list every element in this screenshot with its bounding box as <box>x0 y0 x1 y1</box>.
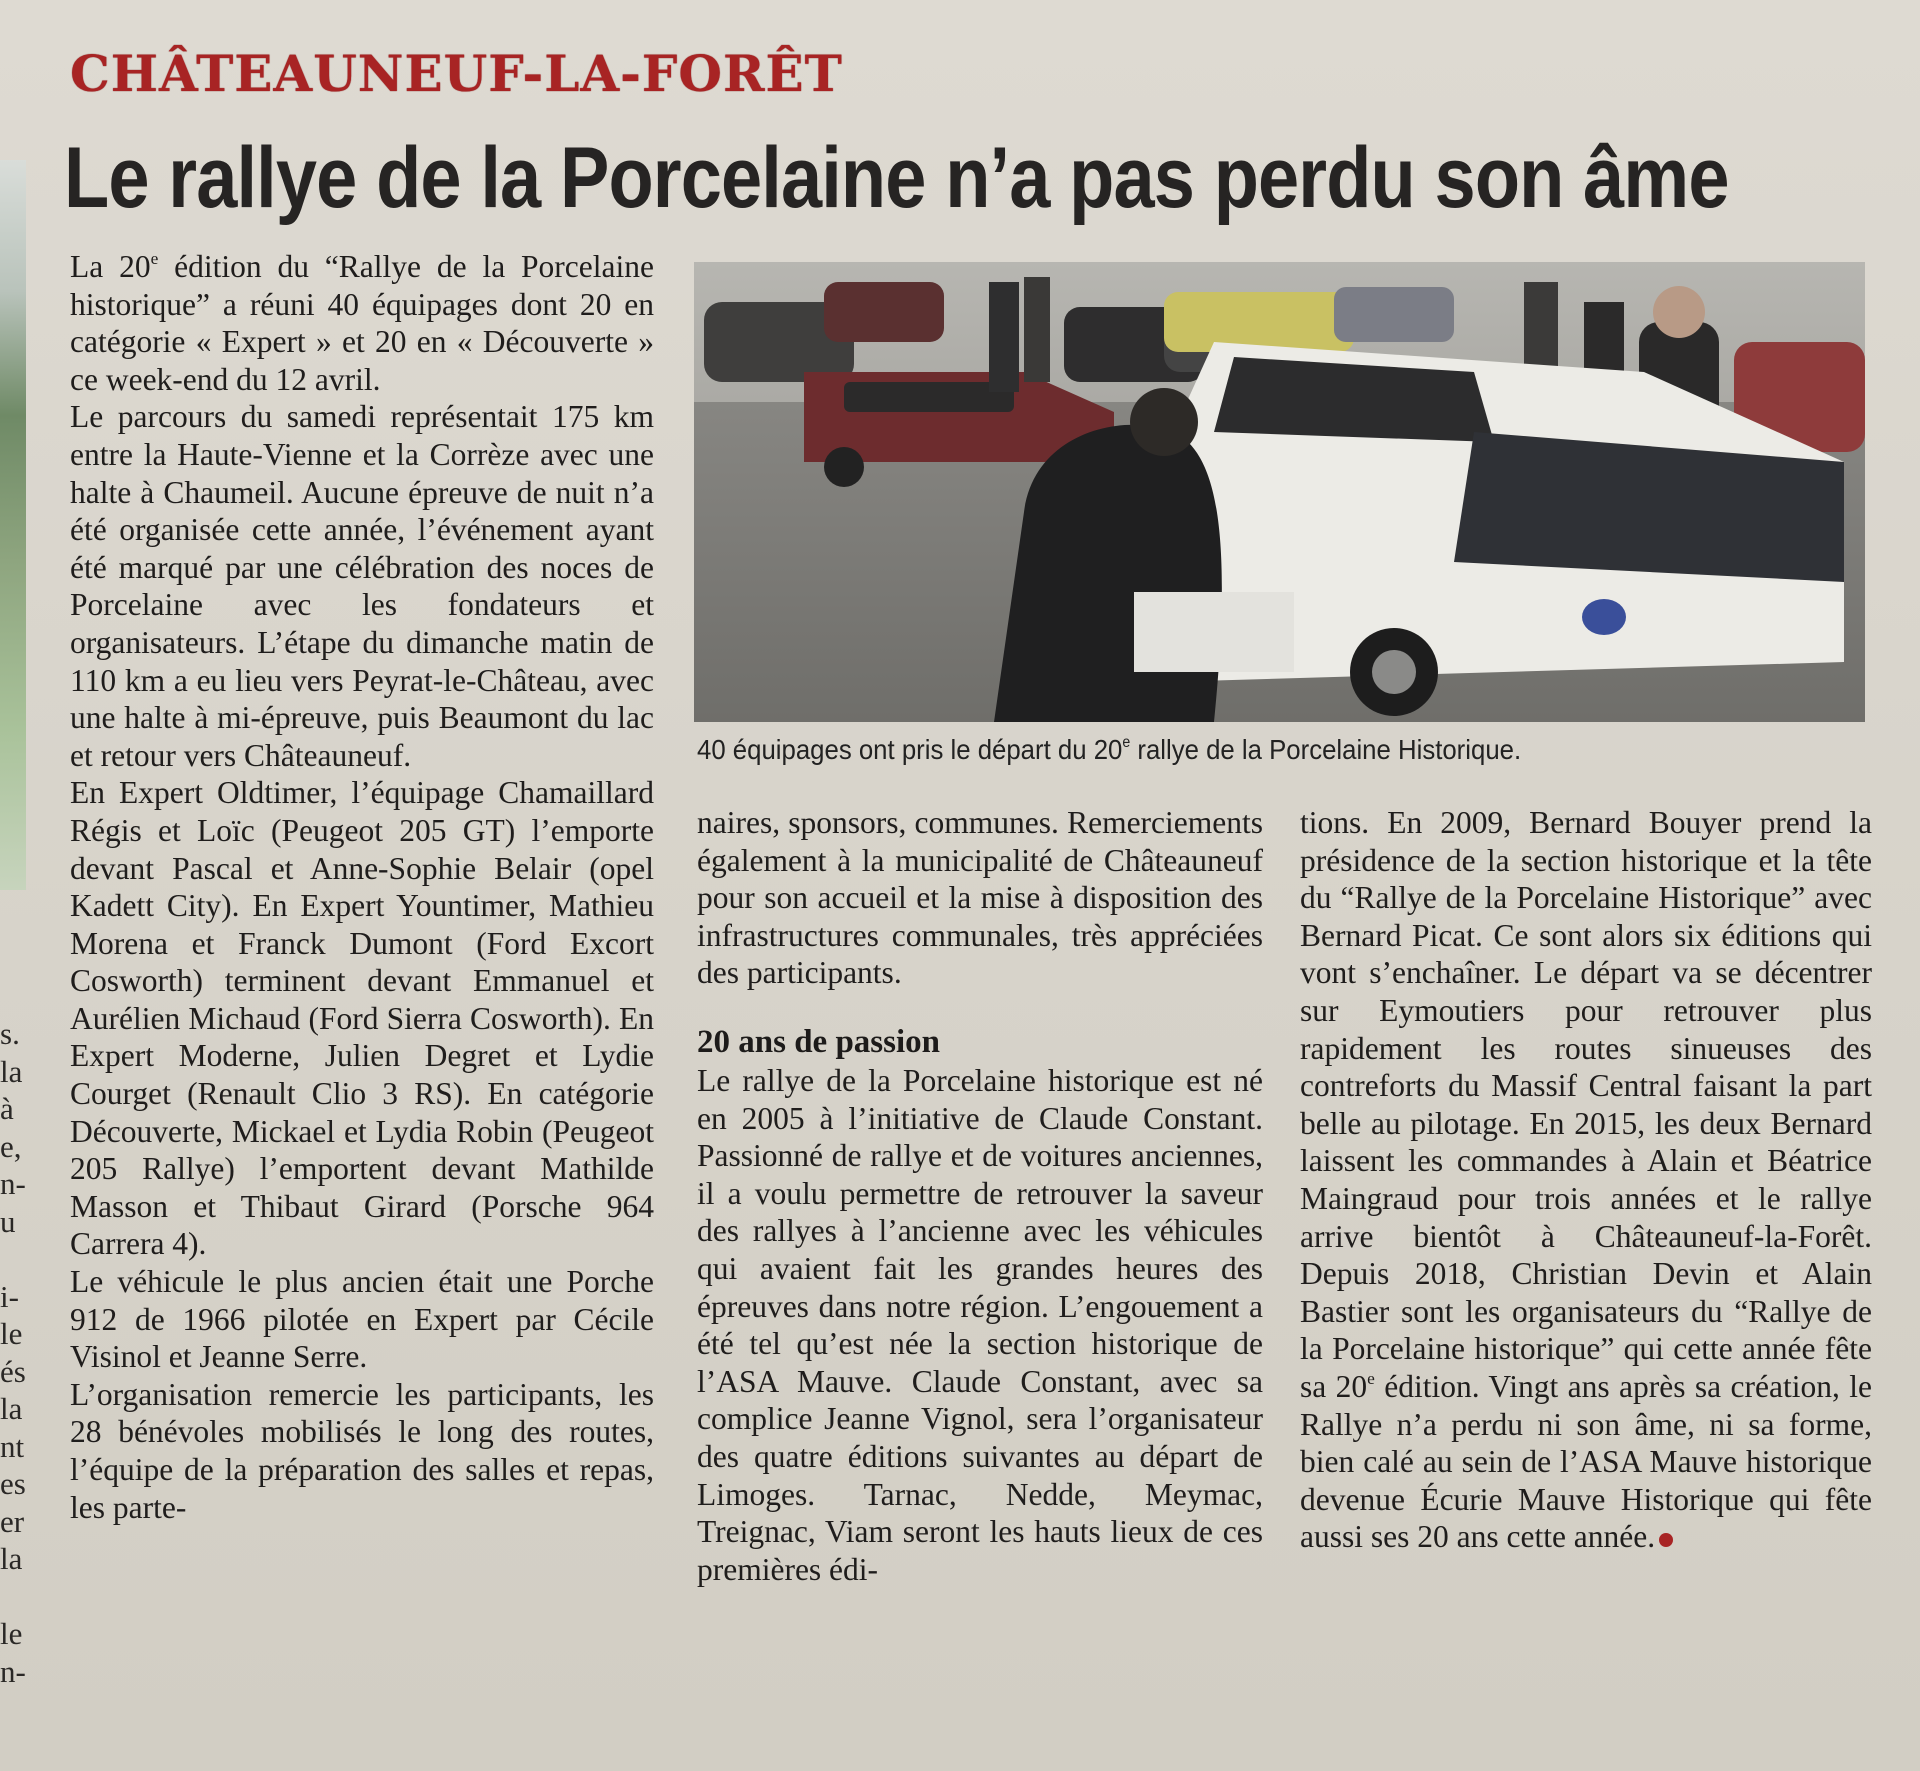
end-of-article-mark <box>1659 1533 1673 1547</box>
neighbor-text-fragment: le <box>0 1616 23 1651</box>
neighbor-text-fragment: nt <box>0 1428 25 1464</box>
rally-cars-photo-illustration <box>694 262 1865 722</box>
neighbor-article-photo-edge <box>0 160 26 890</box>
neighbor-text-fragment: s. <box>0 1016 20 1051</box>
article-headline: Le rallye de la Porcelaine n’a pas perdu son âme <box>64 130 1729 226</box>
photo-caption: 40 équipages ont pris le départ du 20e rallye de la Porcelaine Historique. <box>697 734 1522 765</box>
neighbor-text-fragment: i- <box>0 1278 19 1314</box>
neighbor-text-fragment: le <box>0 1316 23 1351</box>
neighbor-text-fragment: n- <box>0 1166 26 1201</box>
body-paragraph: tions. En 2009, Bernard Bouyer prend la présidence de la section historique et la tête du “Rallye de la Porcelaine Historique” avec Bernard Picat. Ce sont alors six éditions qui vont s’enchaîner. Le départ va se décentrer sur Eymoutiers pour retrouver plus rapidement les routes sinueuses des contreforts du Massif Central faisant la part belle au pilotage. En 2015, les deux Bernard laissent les commandes à Alain et Béatrice Maingraud pour trois années et le rallye arrive bientôt à Châteauneuf-la-Forêt. Depuis 2018, Christian Devin et Alain Bastier sont les organisateurs du “Rallye de la Porcelaine historique” qui cette année fête sa 20e édition. Vingt ans après sa création, le Rallye n’a perdu ni son âme, ni sa forme, bien calé au sein de l’ASA Mauve historique devenue Écurie Mauve Historique qui fête aussi ses 20 ans cette année. <box>1300 805 1872 1555</box>
neighbor-text-fragment: à <box>0 1091 14 1126</box>
neighbor-text-fragment: la <box>0 1391 23 1426</box>
rally-cars-photo <box>694 262 1865 722</box>
neighbor-article-text-edge <box>0 1015 32 1690</box>
neighbor-text-fragment: u <box>0 1203 16 1239</box>
section-subheading: 20 ans de passion <box>697 1023 941 1060</box>
intro-paragraph: La 20e édition du “Rallye de la Porcelaine historique” a réuni 40 équipages dont 20 en catégorie « Expert » et 20 en « Découverte » ce week-end du 12 avril. <box>70 248 654 397</box>
body-paragraph: L’organisation remercie les participants, les 28 bénévoles mobilisés le long des routes, l’équipe de la préparation des salles et repas, les parte- <box>70 1376 654 1525</box>
neighbor-text-fragment: és <box>0 1353 26 1389</box>
article-column-3 <box>1300 804 1872 1556</box>
neighbor-text-fragment <box>0 1240 32 1278</box>
body-paragraph: Le parcours du samedi représentait 175 km entre la Haute-Vienne et la Corrèze avec une halte à Chaumeil. Aucune épreuve de nuit n’a été organisée cette année, l’événement ayant été marqué par une célébration des noces de Porcelaine avec les fondateurs et organisateurs. L’étape du dimanche matin de 110 km a eu lieu vers Peyrat-le-Château, avec une halte à mi-épreuve, puis Beaumont du lac et retour vers Châteauneuf. <box>70 399 654 773</box>
neighbor-text-fragment: la <box>0 1541 23 1576</box>
article-kicker: CHÂTEAUNEUF-LA-FORÊT <box>70 44 843 103</box>
neighbor-text-fragment: e, <box>0 1128 22 1164</box>
article-column-2 <box>697 804 1263 1588</box>
neighbor-text-fragment <box>0 1578 32 1616</box>
neighbor-text-fragment: es <box>0 1466 26 1501</box>
body-paragraph: Le rallye de la Porcelaine historique est né en 2005 à l’initiative de Claude Constant. Passionné de rallye et de voitures anciennes, il a voulu permettre de retrouver la saveur des rallyes à l’ancienne avec les véhicules qui avaient fait les grandes heures des épreuves dans notre région. L’engouement a été tel qu’est née la section historique de l’ASA Mauve. Claude Constant, avec sa complice Jeanne Vignol, sera l’organisateur des quatre éditions suivantes au départ de Limoges. Tarnac, Nedde, Meymac, Treignac, Viam seront les hauts lieux de ces premières édi- <box>697 1062 1263 1587</box>
neighbor-text-fragment: la <box>0 1053 23 1089</box>
body-paragraph: En Expert Oldtimer, l’équipage Chamaillard Régis et Loïc (Peugeot 205 GT) l’emporte devant Pascal et Anne-Sophie Belair (opel Kadett City). En Expert Yountimer, Mathieu Morena et Franck Dumont (Ford Excort Cosworth) terminent devant Emmanuel et Aurélien Michaud (Ford Sierra Cosworth). En Expert Moderne, Julien Degret et Lydie Courget (Renault Clio 3 RS). En catégorie Découverte, Mickael et Lydia Robin (Peugeot 205 Rallye) l’emportent devant Mathilde Masson et Thibaut Girard (Porsche 964 Carrera 4). <box>70 775 654 1262</box>
neighbor-text-fragment: n- <box>0 1653 26 1689</box>
body-paragraph: naires, sponsors, communes. Remerciements également à la municipalité de Châteauneuf pour son accueil et la mise à disposition des infrastructures communales, très appréciées des participants. <box>697 805 1263 991</box>
article-column-1 <box>70 248 654 1526</box>
body-paragraph: Le véhicule le plus ancien était une Porche 912 de 1966 pilotée en Expert par Cécile Visinol et Jeanne Serre. <box>70 1264 654 1375</box>
neighbor-text-fragment: er <box>0 1503 25 1539</box>
